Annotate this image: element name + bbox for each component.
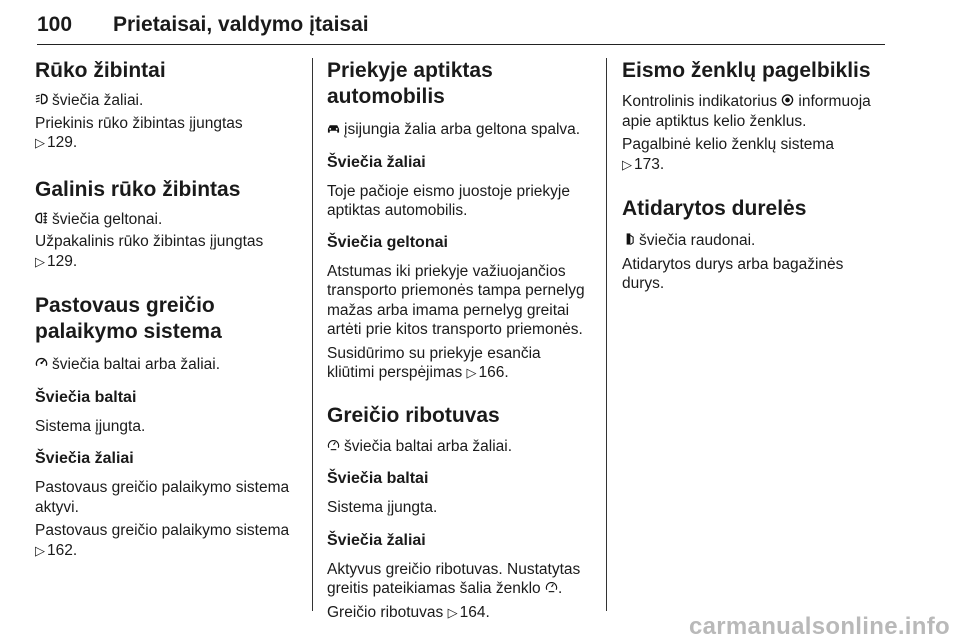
- watermark: carmanualsonline.info: [688, 613, 950, 640]
- body-text: aptiktas automobilis.: [327, 202, 468, 219]
- body-text: transporto priemonės tampa pernelyg: [327, 282, 585, 299]
- body-text: Pastovaus greičio palaikymo sistema: [35, 479, 290, 496]
- cruise-control-icon: [35, 356, 48, 370]
- body-text: Pagalbinė kelio ženklų sistema: [622, 136, 834, 153]
- speed-limiter-icon: [327, 438, 340, 452]
- section-heading: Greičio ribotuvas: [327, 403, 500, 427]
- section-heading: Rūko žibintai: [35, 59, 166, 82]
- reference-arrow-icon: ▷: [35, 253, 45, 269]
- indicator-line: įsijungia žalia arba geltona spalva.: [327, 120, 597, 140]
- section-heading: Pastovaus greičio: [35, 294, 215, 317]
- section-heading: Atidarytos durelės: [622, 197, 807, 220]
- body-text: Užpakalinis rūko žibintas įjungtas: [35, 233, 264, 250]
- body-text: greitis pateikiamas šalia ženklo .: [327, 580, 563, 597]
- section-heading: Galinis rūko žibintas: [35, 177, 241, 201]
- reference-arrow-icon: ▷: [35, 542, 45, 558]
- reference-line: kliūtimi perspėjimas ▷ 166.: [327, 364, 509, 381]
- column-2: [327, 58, 597, 622]
- door-open-icon: [622, 232, 635, 246]
- rear-fog-light-icon: [35, 211, 48, 225]
- column-divider: [312, 58, 313, 611]
- reference-line: Greičio ribotuvas ▷ 164.: [327, 603, 490, 621]
- indicator-line: šviečia baltai arba žaliai.: [35, 355, 300, 375]
- indicator-line: šviečia baltai arba žaliai.: [327, 437, 597, 457]
- body-text: Sistema įjungta.: [35, 417, 146, 435]
- subsection-heading: Šviečia žaliai: [327, 531, 426, 549]
- body-text: Atstumas iki priekyje važiuojančios: [327, 262, 566, 280]
- reference-arrow-icon: ▷: [35, 135, 45, 150]
- indicator-line: šviečia geltonai.: [35, 210, 300, 230]
- body-text: artėti prie kitos transporto priemonės.: [327, 321, 583, 338]
- reference-line: ▷ 129.: [35, 252, 78, 270]
- subsection-heading: Šviečia žaliai: [327, 153, 426, 171]
- reference-arrow-icon: ▷: [447, 604, 458, 620]
- body-text: mažas arba imama pernelyg greitai: [327, 301, 570, 319]
- body-text: Sistema įjungta.: [327, 499, 438, 516]
- reference-line: ▷ 162.: [35, 541, 78, 559]
- body-text: aktyvi.: [35, 498, 79, 516]
- reference-arrow-icon: ▷: [622, 156, 632, 172]
- subsection-heading: Šviečia baltai: [327, 470, 429, 487]
- column-3: [622, 58, 892, 294]
- column-1: [35, 58, 300, 560]
- reference-line: ▷ 173.: [622, 155, 665, 173]
- subsection-heading: Šviečia baltai: [35, 388, 137, 406]
- reference-arrow-icon: ▷: [466, 365, 477, 380]
- subsection-heading: Šviečia geltonai: [327, 233, 448, 251]
- reference-line: ▷ 129.: [35, 134, 78, 151]
- front-fog-light-icon: [35, 92, 48, 106]
- page-number: 100: [37, 13, 73, 36]
- subsection-heading: Šviečia žaliai: [35, 450, 134, 467]
- body-text: Aktyvus greičio ribotuvas. Nustatytas: [327, 560, 581, 578]
- section-heading: automobilis: [327, 85, 445, 108]
- section-heading: Priekyje aptiktas: [327, 59, 493, 82]
- traffic-sign-icon: [781, 93, 794, 107]
- section-heading: palaikymo sistema: [35, 320, 222, 343]
- column-divider: [606, 58, 607, 611]
- body-text: Priekinis rūko žibintas įjungtas: [35, 114, 243, 132]
- page-header: [37, 6, 885, 45]
- indicator-line: šviečia raudonai.: [622, 231, 892, 251]
- body-text: apie aptiktus kelio ženklus.: [622, 112, 807, 130]
- body-text: Atidarytos durys arba bagažinės: [622, 255, 844, 273]
- vehicle-ahead-icon: [327, 121, 340, 135]
- section-heading: Eismo ženklų pagelbiklis: [622, 59, 871, 82]
- body-text: Toje pačioje eismo juostoje priekyje: [327, 182, 570, 200]
- body-text: durys.: [622, 275, 665, 292]
- page-title: Prietaisai, valdymo įtaisai: [113, 13, 369, 36]
- body-text: Pastovaus greičio palaikymo sistema: [35, 522, 290, 539]
- speed-limiter-icon: [545, 580, 558, 594]
- body-text: Kontrolinis indikatorius informuoja: [622, 93, 871, 110]
- body-text: Susidūrimo su priekyje esančia: [327, 344, 541, 362]
- indicator-line: šviečia žaliai.: [35, 91, 300, 111]
